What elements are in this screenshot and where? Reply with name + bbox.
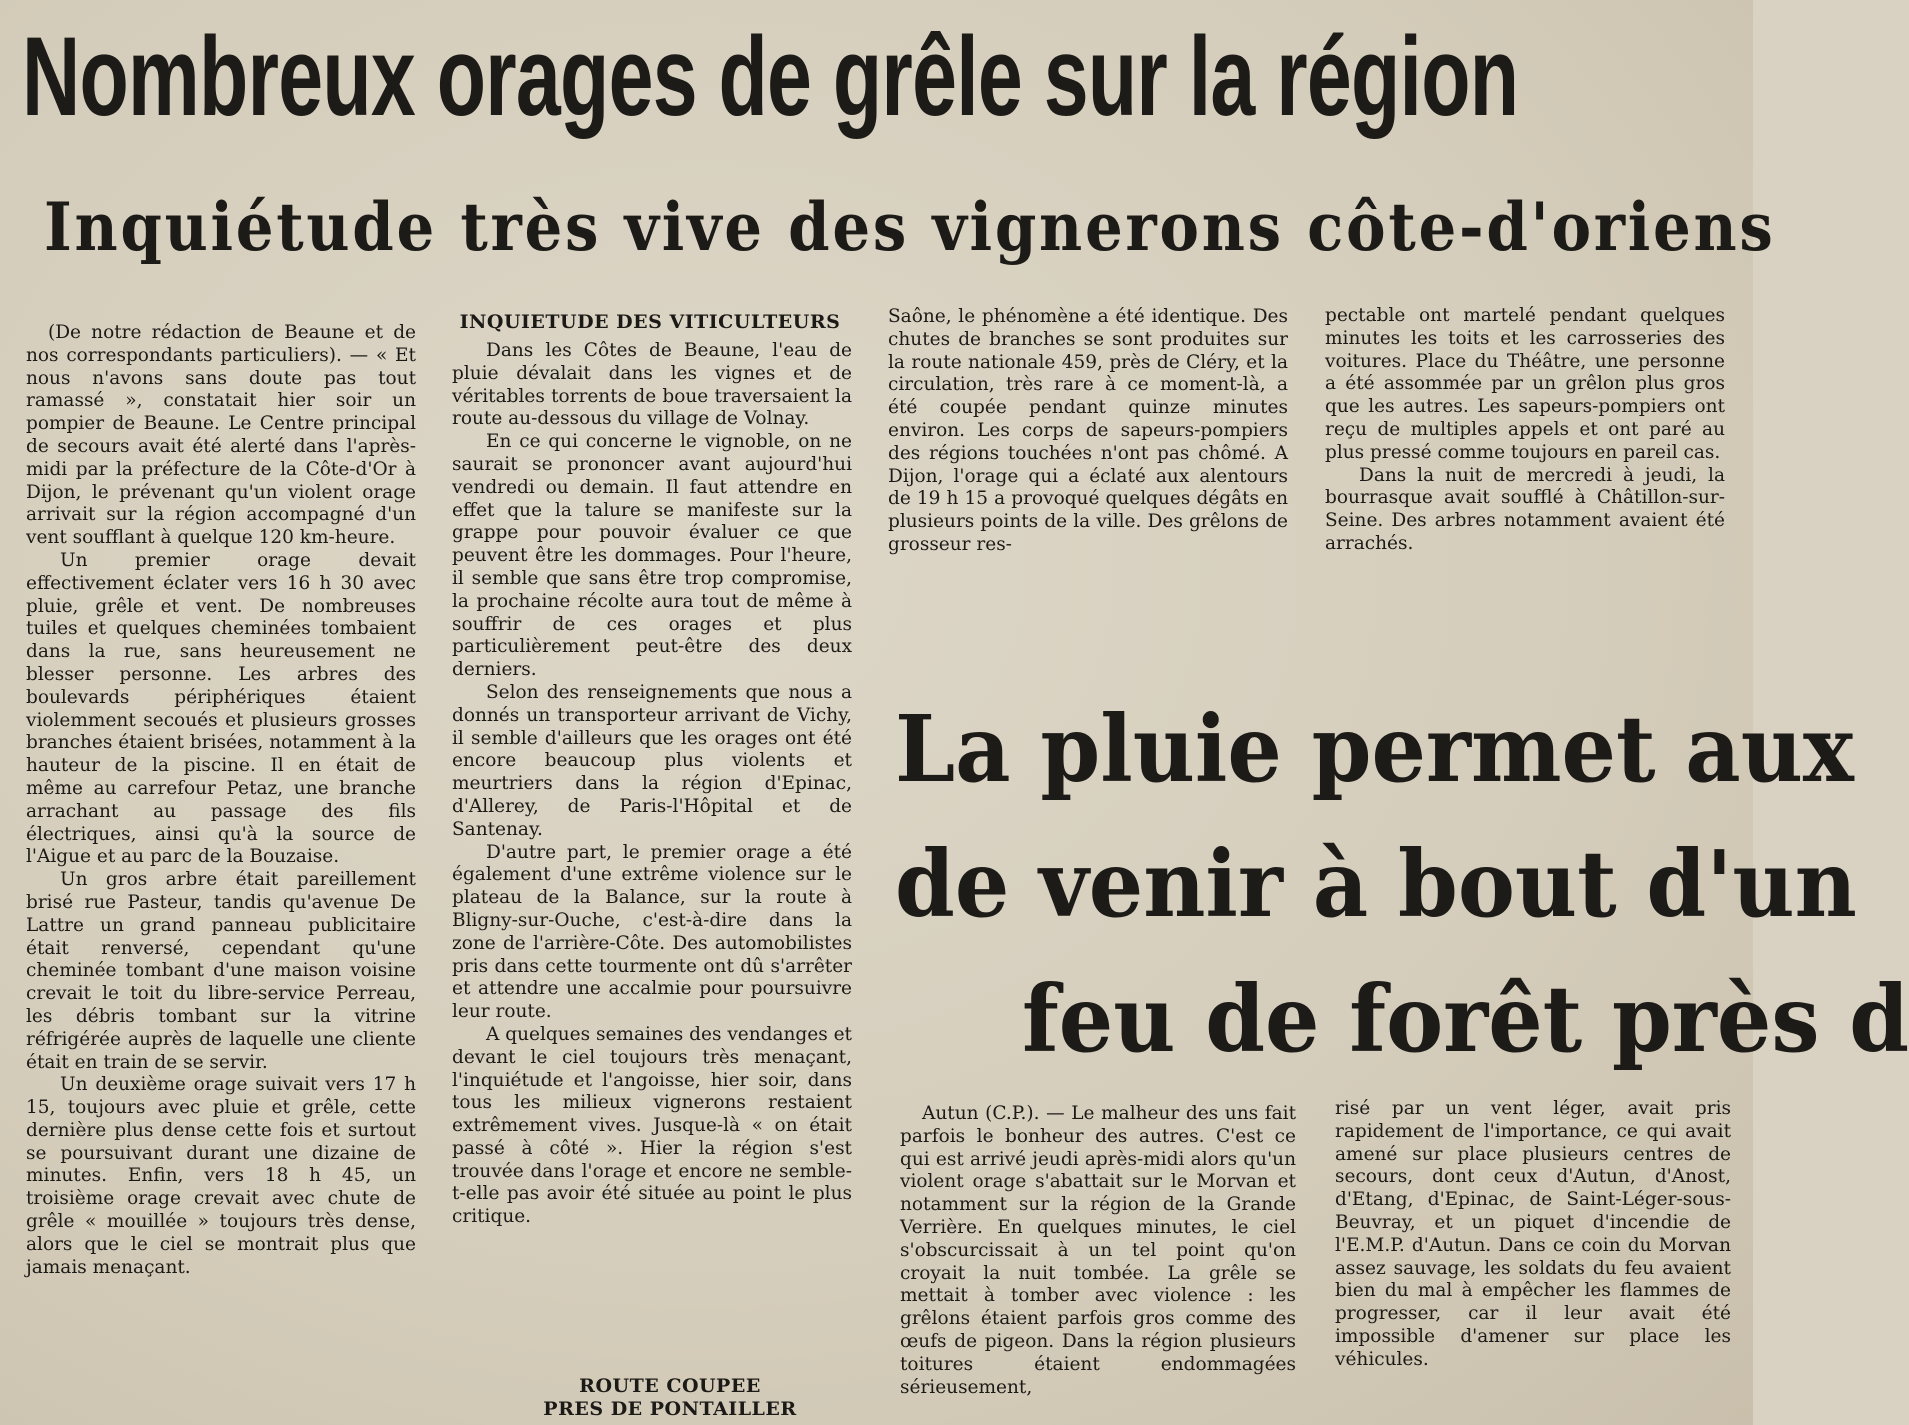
second-headline-line3: feu de forêt près d: [1022, 965, 1909, 1073]
paragraph: Autun (C.P.). — Le malheur des uns fait parfois le bonheur des autres. C'est ce qui est arrivé jeudi après-midi alors qu'un violent orage s'abattait sur le Morvan et notamment sur la région de la Grande Verrière. En quelques minutes, le ciel s'obscurcissait à un tel point qu'on croyait la nuit tombée. La grêle se mettait à tomber avec violence : les grêlons étaient parfois gros comme des œufs de pigeon. Dans la région plusieurs toitures étaient endommagées sérieusement,: [900, 1103, 1296, 1398]
article2-column2: [1335, 1098, 1731, 1372]
article1-column1: [26, 322, 416, 1279]
section-subhead: INQUIETUDE DES VITICULTEURS: [459, 311, 841, 333]
section-subhead: ROUTE COUPEE PRES DE PONTAILLER: [543, 1375, 797, 1420]
second-headline-line1: La pluie permet aux: [895, 695, 1854, 803]
paragraph: Un deuxième orage suivait vers 17 h 15, toujours avec pluie et grêle, cette dernière plus dense cette fois et surtout se poursuivant durant une dizaine de minutes. Enfin, vers 18 h 45, un troisième orage crevait avec chute de grêle « mouillée » toujours très dense, alors que le ciel se montrait plus que jamais menaçant.: [26, 1074, 416, 1278]
article2-column1: [900, 1103, 1296, 1399]
paragraph: risé par un vent léger, avait pris rapidement de l'importance, ce qui avait amené sur place plusieurs centres de secours, dont ceux d'Autun, d'Anost, d'Etang, d'Epinac, de Saint-Léger-sous-Beuvray, et un piquet d'incendie de l'E.M.P. d'Autun. Dans ce coin du Morvan assez sauvage, les soldats du feu avaient bien du mal à empêcher les flammes de progresser, car il leur avait été impossible d'amener sur place les véhicules.: [1335, 1098, 1731, 1370]
paragraph: Saône, le phénomène a été identique. Des chutes de branches se sont produites sur la route nationale 459, près de Cléry, et la circulation, très rare à ce moment-là, a été coupée pendant quinze minutes environ. Les corps de sapeurs-pompiers des régions touchées n'ont pas chômé. A Dijon, l'orage qui a éclaté aux alentours de 19 h 15 a provoqué quelques dégâts en plusieurs points de la ville. Des grêlons de grosseur res-: [888, 306, 1288, 555]
paragraph: A quelques semaines des vendanges et devant le ciel toujours très menaçant, l'inquiétude et l'angoisse, hier soir, dans tous les milieux vignerons restaient extrêmement vives. Jusque-là « on était passé à côté ». Hier la région s'est trouvée dans l'orage et encore ne semble-t-elle pas avoir été située au point le plus critique.: [452, 1023, 852, 1228]
second-headline-line2: de venir à bout d'un: [895, 830, 1857, 938]
paragraph: Un premier orage devait effectivement éclater vers 16 h 30 avec pluie, grêle et vent. De nombreuses tuiles et quelques cheminées tombaient dans la rue, sans heureusement ne blesser personne. Les arbres des boulevards périphériques étaient violemment secoués et plusieurs grosses branches étaient brisées, notamment à la hauteur de la piscine. Il en était de même au carrefour Petaz, une branche arrachant au passage des fils électriques, ainsi qu'à la source de l'Aigue et au parc de la Bouzaise.: [26, 549, 416, 868]
paragraph: Un gros arbre était pareillement brisé rue Pasteur, tandis qu'avenue De Lattre un grand panneau publicitaire était renversé, cependant qu'une cheminée tombant d'une maison voisine crevait le toit du libre-service Perreau, les débris tombant sur la vitrine réfrigérée auprès de laquelle une cliente était en train de se servir.: [26, 869, 416, 1073]
paragraph: En ce qui concerne le vignoble, on ne saurait se prononcer avant aujourd'hui vendredi ou demain. Il faut attendre en effet que la talure se manifeste sur la grappe pour pouvoir évaluer ce que peuvent être les dommages. Pour l'heure, il semble que sans être trop compromise, la prochaine récolte aura tout de même à souffrir de ces orages et plus particulièrement peut-être des deux derniers.: [452, 431, 852, 681]
paragraph: pectable ont martelé pendant quelques minutes les toits et les carrosseries des voitures. Place du Théâtre, une personne a été assommée par un grêlon plus gros que les autres. Les sapeurs-pompiers ont reçu de multiples appels et ont paré au plus pressé comme toujours en pareil cas.: [1325, 305, 1725, 463]
article1-column3: [888, 306, 1288, 557]
sub-headline: Inquiétude très vive des vignerons côte-d'oriens: [44, 188, 1776, 266]
paragraph: (De notre rédaction de Beaune et de nos correspondants particuliers). — « Et nous n'avons sans doute pas tout ramassé », constatait hier soir un pompier de Beaune. Le Centre principal de secours avait été alerté dans l'après-midi par la préfecture de la Côte-d'Or à Dijon, le prévenant qu'un violent orage arrivait sur la région accompagné d'un vent soufflant à quelque 120 km-heure.: [26, 322, 416, 549]
article1-column2: [452, 310, 852, 1229]
main-headline: Nombreux orages de grêle sur la région: [22, 14, 1519, 139]
paragraph: Selon des renseignements que nous a donnés un transporteur arrivant de Vichy, il semble d'ailleurs que les orages ont été encore beaucoup plus violents et meurtriers dans la région d'Epinac, d'Allerey, de Paris-l'Hôpital et de Santenay.: [452, 681, 852, 840]
paragraph: D'autre part, le premier orage a été également d'une extrême violence sur le plateau de la Balance, sur la route à Bligny-sur-Ouche, c'est-à-dire dans la zone de l'arrière-Côte. Des automobilistes pris dans cette tourmente ont dû s'arrêter et attendre une accalmie pour poursuivre leur route.: [452, 841, 852, 1023]
article1-column4: [1325, 305, 1725, 556]
paragraph: Dans la nuit de mercredi à jeudi, la bourrasque avait soufflé à Châtillon-sur-Seine. Des arbres notamment avaient été arrachés.: [1325, 464, 1725, 554]
paragraph: Dans les Côtes de Beaune, l'eau de pluie dévalait dans les vignes et de véritables torrents de boue traversaient la route au-dessous du village de Volnay.: [452, 340, 852, 430]
